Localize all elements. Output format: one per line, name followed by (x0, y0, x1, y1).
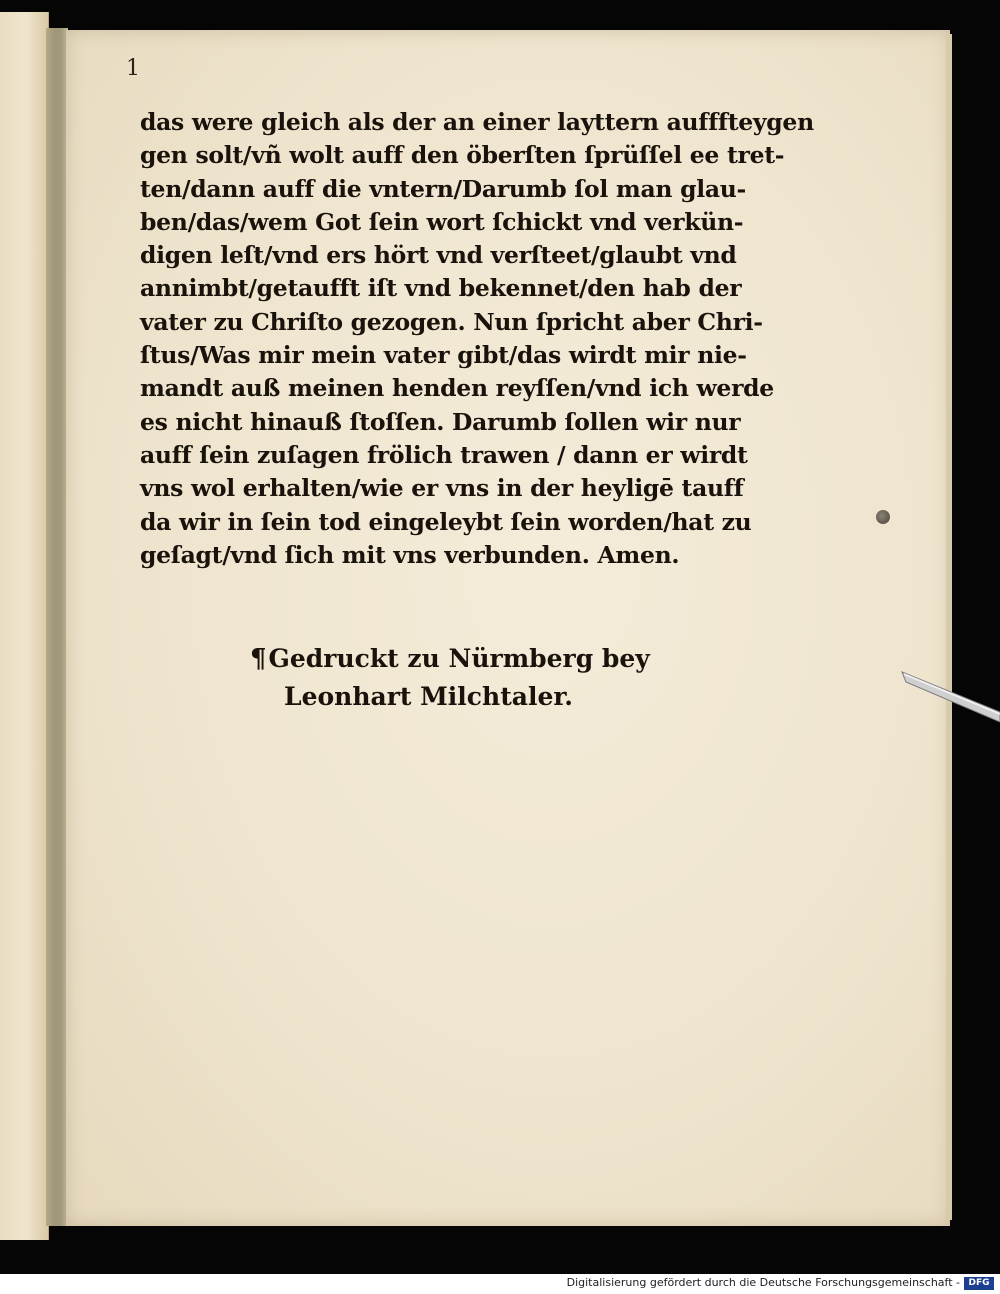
text-line: ten/dann auff die vntern/Darumb ſol man glau- (140, 174, 747, 203)
text-line: da wir in ſein tod eingeleybt ſein worden/hat zu (140, 507, 752, 536)
previous-leaf-edge (0, 12, 49, 1240)
text-line: vater zu Chriſto gezogen. Nun ſpricht aber Chri- (140, 307, 763, 336)
text-line: ben/das/wem Got ſein wort ſchickt vnd verkün- (140, 207, 744, 236)
colophon (250, 640, 650, 716)
body-text (140, 106, 814, 572)
text-line: das were gleich als der an einer layttern aufffteygen (140, 108, 814, 136)
text-line: ſtus/Was mir mein vater gibt/das wirdt mir nie- (140, 341, 747, 370)
dfg-logo: DFG (964, 1277, 994, 1290)
text-line: es nicht hinauß ſtoſſen. Darumb ſollen wir nur (140, 407, 741, 436)
text-line: auff ſein zuſagen frölich trawen / dann er wirdt (140, 440, 748, 469)
colophon-printer: Leonhart Milchtaler. (284, 682, 573, 711)
page-right-edge (946, 34, 952, 1220)
footer-bar (0, 1274, 1000, 1294)
clip-icon (900, 664, 1000, 724)
colophon-line-1 (250, 640, 650, 678)
colophon-place: Gedruckt zu Nürmberg bey (268, 644, 650, 673)
pilcrow-icon: ¶ (250, 644, 267, 674)
text-line: mandt auß meinen henden reyſſen/vnd ich werde (140, 374, 774, 403)
book-gutter (46, 28, 68, 1226)
funding-credit: Digitalisierung gefördert durch die Deutsche Forschungsgemeinschaft - (566, 1276, 960, 1289)
text-line: gen solt/vñ wolt auff den öberſten ſprüſſel ee tret- (140, 141, 785, 170)
text-line: annimbt/getaufft iſt vnd bekennet/den hab der (140, 274, 742, 303)
page-number: 1 (126, 56, 140, 81)
text-line: geſagt/vnd ſich mit vns verbunden. Amen. (140, 540, 680, 569)
text-line: vns wol erhalten/wie er vns in der heyligē tauff (140, 474, 744, 503)
pin-hole-mark (876, 510, 890, 524)
text-line: digen leſt/vnd ers hört vnd verſteet/glaubt vnd (140, 241, 737, 270)
